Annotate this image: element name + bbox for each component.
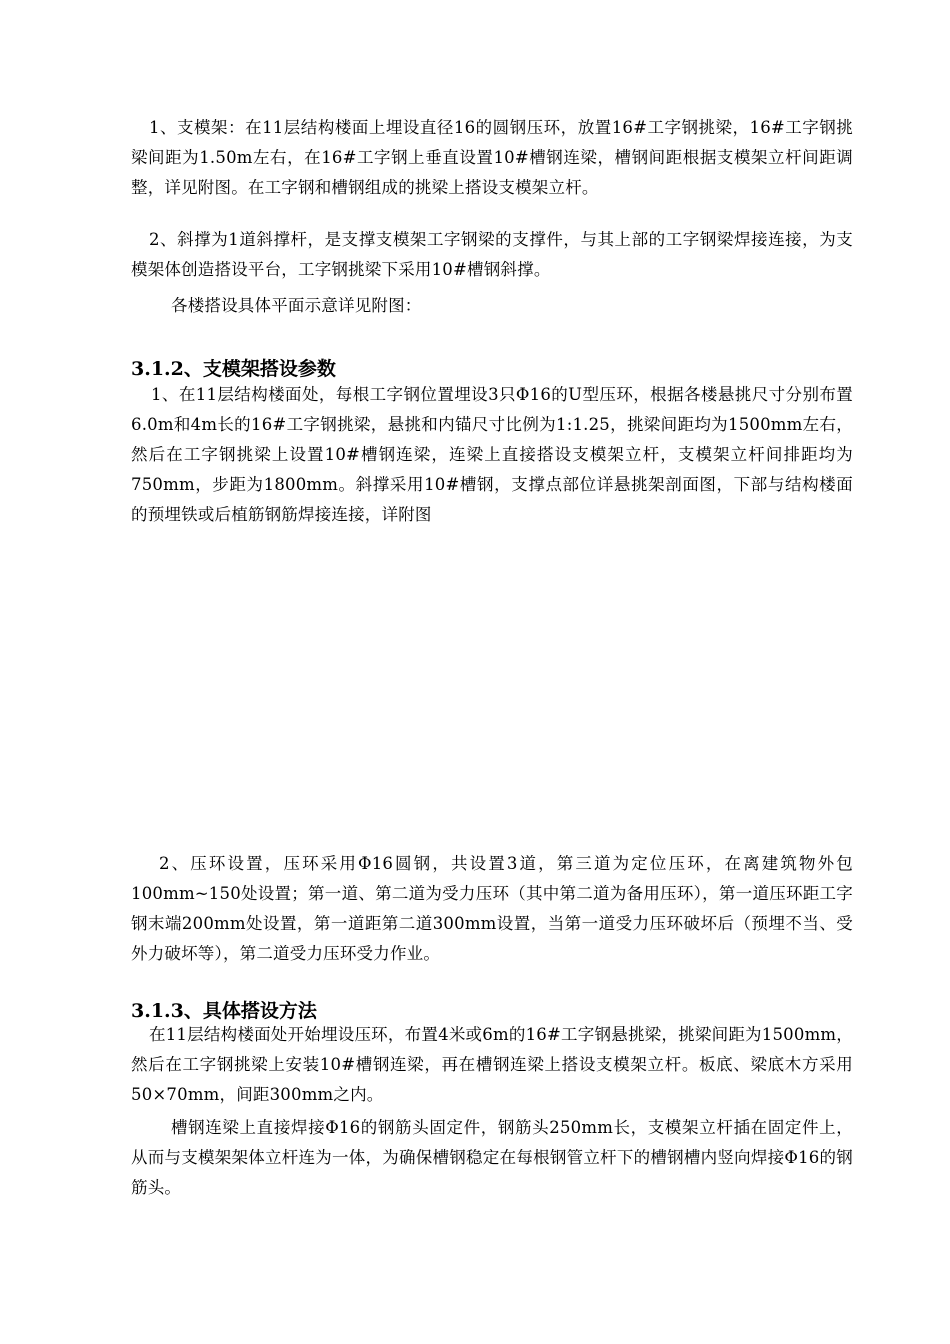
paragraph-plan-reference: 各楼搭设具体平面示意详见附图：: [171, 296, 422, 315]
paragraph-channel-fixing: 槽钢连梁上直接焊接Φ16的钢筋头固定件，钢筋头250mm长，支模架立杆插在固定件上，从而与支模架架体立杆连为一体，为确保槽钢稳定在每根钢管立杆下的槽钢槽内竖向焊接Φ16的钢筋头。: [131, 1118, 853, 1197]
paragraph-ring-setup: 2、压环设置，压环采用Φ16圆钢，共设置3道，第三道为定位压环，在离建筑物外包100mm~150处设置；第一道、第二道为受力压环（其中第二道为备用压环），第一道压环距工字钢末端200mm处设置，第一道距第二道300mm设置，当第一道受力压环破坏后（预埋不当、受外力破坏等），第二道受力压环受力作业。: [131, 854, 853, 963]
heading-3-1-2: 3.1.2、支模架搭设参数: [131, 358, 336, 380]
paragraph-setup-parameters: 1、在11层结构楼面处，每根工字钢位置埋设3只Φ16的U型压环，根据各楼悬挑尺寸分别布置6.0m和4m长的16#工字钢挑梁，悬挑和内锚尺寸比例为1:1.25，挑梁间距均为1500mm左右，然后在工字钢挑梁上设置10#槽钢连梁，连梁上直接搭设支模架立杆，支模架立杆间排距均为750mm，步距为1800mm。斜撑采用10#槽钢，支撑点部位详悬挑架剖面图，下部与结构楼面的预埋铁或后植筋钢筋焊接连接，详附图: [131, 385, 853, 524]
heading-3-1-3: 3.1.3、具体搭设方法: [131, 1000, 317, 1022]
paragraph-setup-method: 在11层结构楼面处开始埋设压环，布置4米或6m的16#工字钢悬挑梁，挑梁间距为1500mm，然后在工字钢挑梁上安装10#槽钢连梁，再在槽钢连梁上搭设支模架立杆。板底、梁底木方采用50×70mm，间距300mm之内。: [131, 1025, 853, 1104]
paragraph-formwork-support: 1、支模架：在11层结构楼面上埋设直径16的圆钢压环，放置16#工字钢挑梁，16#工字钢挑梁间距为1.50m左右，在16#工字钢上垂直设置10#槽钢连梁，槽钢间距根据支模架立杆间距调整，详见附图。在工字钢和槽钢组成的挑梁上搭设支模架立杆。: [131, 118, 853, 197]
paragraph-diagonal-brace: 2、斜撑为1道斜撑杆，是支撑支模架工字钢梁的支撑件，与其上部的工字钢梁焊接连接，为支模架体创造搭设平台，工字钢挑梁下采用10#槽钢斜撑。: [131, 230, 853, 279]
